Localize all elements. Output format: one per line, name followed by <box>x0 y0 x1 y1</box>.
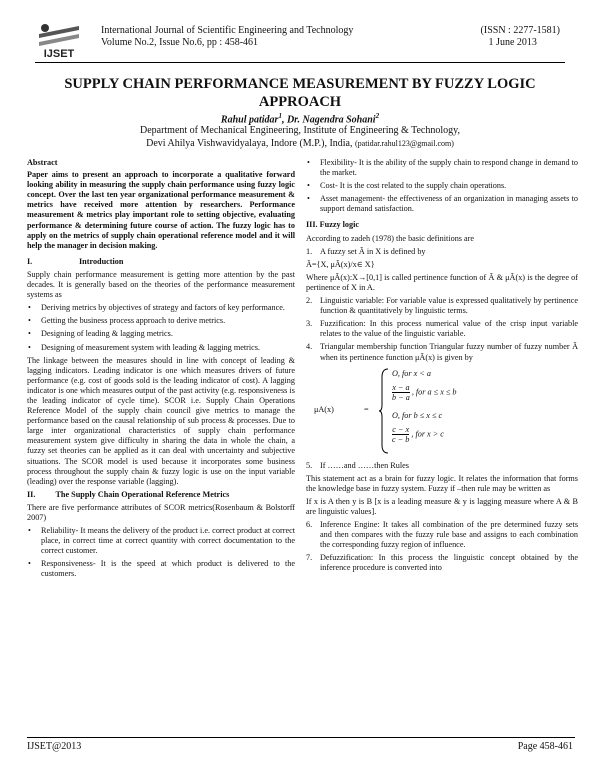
definitions-list-c <box>306 461 578 471</box>
section-2-heading <box>27 490 295 500</box>
section-2-paragraph: There are five performance attributes of SCOR metrics(Rosenbaum & Bolstorff 2007) <box>27 502 295 522</box>
author-email: (patidar.rahul123@gmail.com) <box>355 138 454 148</box>
section-2-number: II. <box>27 489 36 499</box>
left-brace-icon <box>378 367 390 455</box>
formula-case-4-num: c − x <box>392 424 410 434</box>
section-3-heading: III. Fuzzy logic <box>306 220 359 230</box>
list-item: • Deriving metrics by objectives of strategy and factors of key performance. <box>28 303 285 313</box>
formula-case-2 <box>392 383 457 402</box>
left-column <box>27 158 295 583</box>
list-item: 6. Inference Engine: It takes all combination of the pre determined fuzzy sets and then compares with the fuzzy rule base and assigns to each combination the corresponding fuzzy region of influence. <box>306 520 578 550</box>
journal-info <box>101 25 353 49</box>
affiliation-line-1: Department of Mechanical Engineering, Institute of Engineering & Technology, <box>139 125 461 136</box>
fuzzy-set-definition: Ã={X, μÃ(x)/x∈ X} <box>306 259 375 269</box>
rules-paragraph-1: This statement act as a brain for fuzzy logic. It relates the information that forms the knowledge base in fuzzy system. Fuzzy if –then rule may be written as <box>306 473 578 493</box>
author-2-sup: 2 <box>375 112 380 120</box>
list-item: • Reliability- It means the delivery of the product i.e. correct product at correct place, in correct time at correct quantity with correct documentation to the correct customer. <box>28 526 295 556</box>
scor-attribute-list <box>27 526 295 579</box>
right-column <box>306 158 578 577</box>
definitions-list-a <box>306 247 578 257</box>
list-item: • Asset management- the effectiveness of an organization in managing assets to support demand satisfaction. <box>307 194 578 214</box>
footer-journal: IJSET@2013 <box>27 741 82 752</box>
definitions-list-b <box>306 296 578 363</box>
journal-header <box>35 20 565 62</box>
list-item: 4. Triangular membership function Triangular fuzzy number of fuzzy number Ã when its pertinence function μÃ(x) is given by <box>306 342 578 362</box>
paper-title: SUPPLY CHAIN PERFORMANCE MEASUREMENT BY FUZZY LOGIC APPROACH <box>64 76 536 110</box>
list-item: 3. Fuzzification: In this process numerical value of the crisp input variable relates to the value of the linguistic variable. <box>306 319 578 339</box>
ijset-logo <box>35 20 83 60</box>
list-item: • Getting the business process approach to derive metrics. <box>28 316 226 326</box>
journal-issn: (ISSN : 2277-1581) <box>480 25 560 36</box>
footer-divider <box>27 737 575 738</box>
abstract-heading: Abstract <box>27 158 58 167</box>
rules-paragraph-2: If x is A then y is B [x is a leading measure & y is lagging measure where A & B are linguistic values]. <box>306 496 578 516</box>
intro-paragraph-1: Supply chain performance measurement is getting more attention by the past decades. It is generally based on the theories of the performance measurement systems as <box>27 269 295 300</box>
section-2-title: The Supply Chain Operational Reference Metrics <box>55 489 230 499</box>
definitions-list-d <box>306 520 578 573</box>
pertinence-definition: Where μÃ(x):X→[0,1] is called pertinence function of Ã & μÃ(x) is the degree of pertinence of X in A. <box>306 272 578 292</box>
formula-case-4 <box>392 425 444 444</box>
section-1-number: I. <box>27 256 33 266</box>
author-1-sup: 1 <box>278 112 282 120</box>
intro-paragraph-2: The linkage between the measures should in line with concept of leading & lagging indicators. Leading indicator is one which measures drivers of future performance (e.g. cost of goods sold is the leading indicator of cost). A lagging indicator is one which measures output of the past activity (e.g. responsiveness is the leading indicator of cycle time). SCOR i.e. Supply Chain Operations Reference Model of the supply chain council give metrics to manage the performance based on the causal relationship of sub process & processes. Due to large inter organizational characteristics of supply chain performance measurement system give difficulty in sharing the data in whole the chain, a fuzzy set theories can be applied as it can deal with uncertainty and subjective situations. The SCOR model is used because it incorporates some business process throughout the supply chain & fuzzy logic is use on the input variable (leading) over the response variable (lagging). <box>27 355 295 486</box>
list-item: • Cost- It is the cost related to the supply chain operations. <box>307 181 507 191</box>
list-item: 5. If ……and ……then Rules <box>306 460 409 470</box>
footer-page-range: Page 458-461 <box>517 741 573 752</box>
formula-case-2-den: b − a <box>392 392 410 402</box>
journal-name: International Journal of Scientific Engineering and Technology <box>101 25 354 36</box>
triangular-membership-formula <box>306 367 578 455</box>
author-2: , Dr. Nagendra Sohani <box>281 114 376 126</box>
affiliation: Department of Mechanical Engineering, Institute of Engineering & Technology, Devi Ahilya Vishwavidyalaya, Indore (M.P.), India, (patidar.rahul123@gmail.com) <box>40 125 560 150</box>
journal-date: 1 June 2013 <box>488 37 537 48</box>
svg-text:IJSET: IJSET <box>43 48 75 60</box>
formula-case-4-cond: , for x > c <box>411 428 444 438</box>
formula-mu-label: μA(x) <box>314 404 334 414</box>
formula-case-4-den: c − b <box>392 434 410 444</box>
section-1-heading <box>27 257 295 267</box>
formula-case-3: O, for b ≤ x ≤ c <box>392 410 443 420</box>
formula-case-2-num: x − a <box>392 382 410 392</box>
list-item: 2. Linguistic variable: For variable value is expressed qualitatively by pertinence function & quantitatively by linguistic terms. <box>306 296 578 316</box>
section-3-intro: According to zadeh (1978) the basic definitions are <box>306 233 475 243</box>
section-1-title: Introduction <box>79 256 124 266</box>
formula-case-2-cond: , for a ≤ x ≤ b <box>411 386 457 396</box>
scor-attribute-list-cont <box>306 158 578 214</box>
paper-authors <box>40 112 560 125</box>
list-item: 1. A fuzzy set Ã in X is defined by <box>306 246 426 256</box>
list-item: • Flexibility- It is the ability of the supply chain to respond change in demand to the market. <box>307 158 578 178</box>
intro-bullet-list <box>27 303 295 352</box>
list-item: • Designing of measurement system with leading & lagging metrics. <box>28 342 260 352</box>
header-divider <box>35 62 565 63</box>
list-item: • Responsiveness- It is the speed at which product is delivered to the customers. <box>28 559 295 579</box>
list-item: • Designing of leading & lagging metrics. <box>28 329 173 339</box>
author-1: Rahul patidar <box>220 114 279 126</box>
abstract-text: Paper aims to present an approach to incorporate a qualitative forward looking ability in measuring the supply chain performance using fuzzy logic concept. Over the last ten year organizational performance measurement & metrics have received more attention by researchers. Performance measurement & metrics play important role to setting objective, evaluating performance & determining future course of action. The fuzzy logic has to apply on the metrics of supply chain operational reference model and it will help the manager in decision making. <box>27 170 295 250</box>
formula-case-1: O, for x < a <box>392 368 431 378</box>
journal-meta <box>481 25 560 49</box>
affiliation-line-2: Devi Ahilya Vishwavidyalaya, Indore (M.P.), India <box>146 137 350 149</box>
formula-equals: = <box>364 404 369 414</box>
list-item: 7. Defuzzification: In this process the linguistic concept obtained by the inference procedure is converted into <box>306 553 578 573</box>
journal-volume: Volume No.2, Issue No.6, pp : 458-461 <box>101 37 259 48</box>
